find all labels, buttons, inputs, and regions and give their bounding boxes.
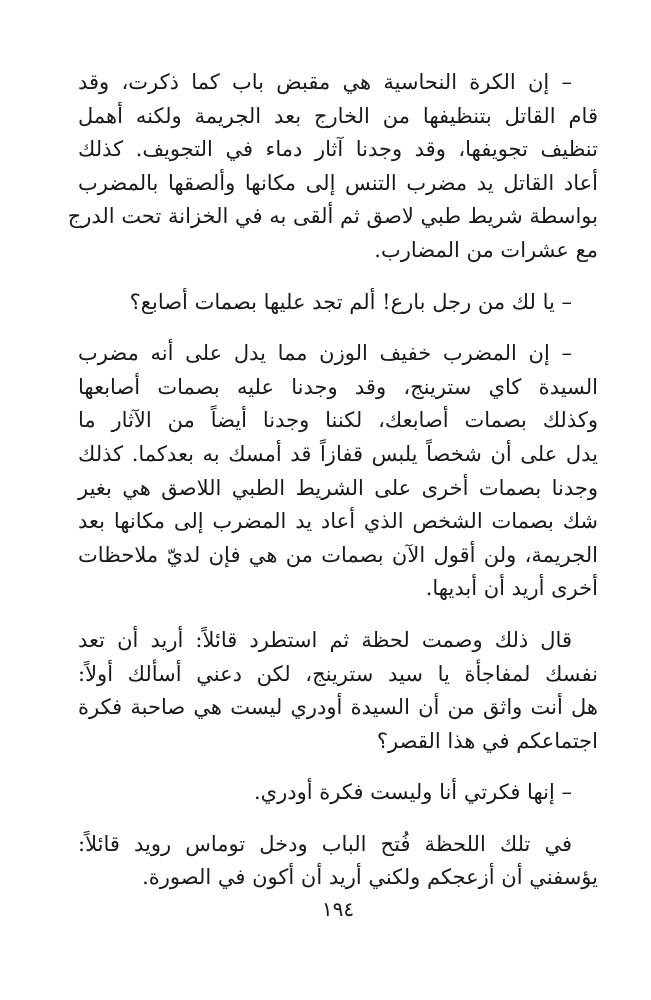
text-line: الجريمة، ولن أقول الآن بصمات من هي فإن لديّ ملاحظات: [78, 542, 598, 567]
paragraph-3: [78, 337, 598, 606]
book-page: [67, 66, 598, 922]
text-line: السيدة كاي سترينج، وقد وجدنا عليه بصمات أصابعها: [78, 374, 598, 399]
text-line: هل أنت واثق من أن السيدة أودري ليست هي صاحبة فكرة: [78, 695, 598, 720]
paragraph-1: [67, 66, 598, 268]
text-line: قام القاتل بتنظيفها من الخارج بعد الجريمة ولكنه أهمل: [78, 103, 598, 128]
text-line: شك بصمات الشخص الذي أعاد يد المضرب إلى مكانها بعد: [78, 509, 598, 534]
paragraph-5: [78, 776, 598, 810]
text-line: أعاد القاتل يد مضرب التنس إلى مكانها وألصقها بالمضرب: [78, 170, 598, 195]
text-line: – يا لك من رجل بارع! ألم تجد عليها بصمات أصابع؟: [129, 289, 572, 314]
text-line: يؤسفني أن أزعجكم ولكني أريد أن أكون في الصورة.: [142, 865, 598, 890]
page-number: ١٩٤: [321, 897, 355, 922]
text-line: – إنها فكرتي أنا وليست فكرة أودري.: [254, 780, 572, 805]
paragraph-6: [78, 828, 598, 895]
text-line: قال ذلك وصمت لحظة ثم استطرد قائلاً: أريد أن تعد: [78, 627, 572, 652]
text-line: بواسطة شريط طبي لاصق ثم ألقى به في الخزانة تحت الدرج: [67, 204, 598, 229]
paragraph-2: [78, 286, 598, 320]
paragraph-4: [78, 624, 598, 758]
text-line: اجتماعكم في هذا القصر؟: [376, 728, 598, 753]
text-line: تنظيف تجويفها، وقد وجدنا آثار دماء في التجويف. كذلك: [78, 137, 598, 162]
text-line: وجدنا بصمات أخرى على الشريط الطبي اللاصق هي بغير: [78, 475, 598, 500]
text-line: أخرى أريد أن أبديها.: [425, 576, 598, 601]
text-line: في تلك اللحظة فُتح الباب ودخل توماس رويد قائلاً:: [78, 831, 572, 856]
text-line: يدل على أن شخصاً يلبس قفازاً قد أمسك به بعدكما. كذلك: [78, 441, 598, 466]
text-line: مع عشرات من المضارب.: [374, 237, 598, 262]
text-line: نفسك لمفاجأة يا سيد سترينج، لكن دعني أسألك أولاً:: [78, 661, 598, 686]
text-line: – إن المضرب خفيف الوزن مما يدل على أنه مضرب: [78, 341, 572, 366]
text-line: وكذلك بصمات أصابعك، لكننا وجدنا أيضاً من الآثار ما: [78, 408, 598, 433]
text-line: – إن الكرة النحاسية هي مقبض باب كما ذكرت، وقد: [78, 70, 572, 94]
